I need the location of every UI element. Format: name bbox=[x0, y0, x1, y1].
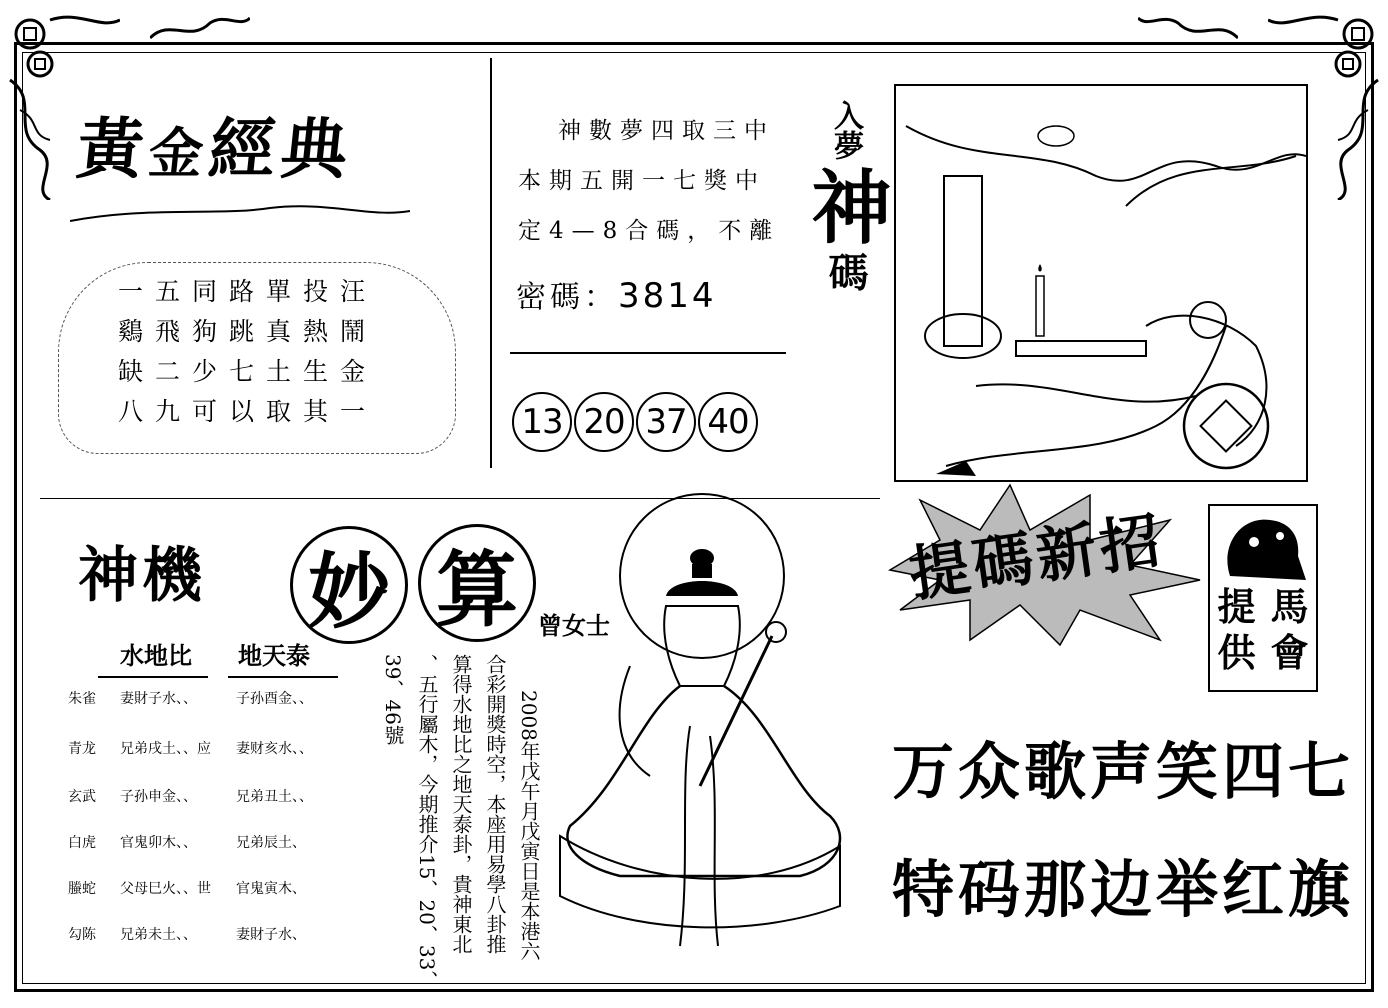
author: 曾女士 bbox=[538, 612, 610, 640]
hexagram-left: 水地比 bbox=[120, 642, 192, 670]
badge-char: 馬 bbox=[1270, 585, 1309, 629]
row-name: 白虎 bbox=[68, 835, 96, 851]
poem-line: 八九可以取其一 bbox=[118, 397, 378, 426]
dream-line: 定4—8合碼，不離 bbox=[518, 218, 781, 244]
row-name: 勾陈 bbox=[68, 927, 96, 943]
row-right: 妻財子水、 bbox=[236, 927, 306, 943]
divider bbox=[510, 352, 786, 354]
number-ball: 40 bbox=[698, 392, 758, 452]
hexagram-left-underline bbox=[98, 676, 208, 678]
row-right: 妻财亥水、、 bbox=[236, 741, 313, 757]
table-row bbox=[68, 924, 306, 944]
prediction-col: 、五行屬木，今期推介15、20、33、 bbox=[415, 654, 439, 991]
table-row bbox=[68, 688, 313, 708]
drunk-god-illustration bbox=[894, 84, 1308, 482]
row-name: 青龙 bbox=[68, 741, 96, 757]
vertical-end: 碼 bbox=[822, 251, 869, 292]
secret-label: 密碼： bbox=[516, 280, 618, 315]
poem bbox=[118, 272, 377, 432]
row-left: 官鬼卯木、、 bbox=[120, 835, 197, 851]
table-row bbox=[68, 738, 313, 758]
prediction-col: 合彩開獎時空，本座用易學八卦推 bbox=[483, 654, 507, 954]
tima-title: 提碼新招 bbox=[905, 505, 1169, 611]
badge-grid bbox=[1210, 584, 1316, 676]
miao-circle: 妙 bbox=[290, 526, 408, 644]
dream-line: 本期五開一七獎中 bbox=[518, 168, 766, 194]
prediction-col: 2008年戊午月戊寅日是本港六 bbox=[517, 690, 541, 961]
top-scroll-right-icon bbox=[1138, 8, 1238, 48]
dream-text bbox=[518, 106, 780, 256]
row-left: 父母巳火、、世 bbox=[120, 881, 211, 897]
table-row bbox=[68, 878, 306, 898]
suan-circle: 算 bbox=[418, 524, 536, 642]
hexagram-right: 地天泰 bbox=[238, 642, 310, 670]
row-right: 兄弟丑土、、 bbox=[236, 789, 313, 805]
poem-line: 一五同路單投汪 bbox=[118, 277, 378, 306]
row-right: 兄弟辰土、 bbox=[236, 835, 306, 851]
gold-classic-title bbox=[73, 96, 359, 191]
title-flourish-icon bbox=[70, 196, 410, 236]
number-ball: 37 bbox=[636, 392, 696, 452]
number-ball: 13 bbox=[512, 392, 572, 452]
title-char: 經 bbox=[205, 110, 286, 188]
poem-line: 缺二少七土生金 bbox=[118, 357, 378, 386]
number-ball: 20 bbox=[574, 392, 634, 452]
number-balls bbox=[512, 392, 758, 452]
badge-char: 會 bbox=[1270, 631, 1309, 675]
divine-title: 神機 bbox=[78, 541, 206, 611]
secret-value: 3814 bbox=[618, 276, 717, 316]
row-name: 玄武 bbox=[68, 789, 96, 805]
secret-code bbox=[516, 272, 717, 316]
title-char: 金 bbox=[145, 121, 213, 185]
dream-god-code-title bbox=[800, 100, 890, 291]
table-row bbox=[68, 832, 306, 852]
horse-head-icon bbox=[1210, 506, 1316, 586]
dream-line: 神數夢四取三中 bbox=[558, 118, 775, 144]
vertical-small: 入夢 bbox=[828, 100, 863, 160]
row-right: 子孙酉金、、 bbox=[236, 691, 313, 707]
badge-char: 提 bbox=[1217, 585, 1256, 629]
slogan-line-1: 万众歌声笑四七 bbox=[892, 735, 1355, 808]
top-scroll-left-icon bbox=[150, 8, 250, 48]
title-char: 典 bbox=[277, 110, 358, 188]
title-char: 黃 bbox=[73, 110, 154, 188]
row-left: 兄弟戌土、、应 bbox=[120, 741, 211, 757]
row-left: 兄弟未土、、 bbox=[120, 927, 197, 943]
row-left: 妻財子水、、 bbox=[120, 691, 197, 707]
row-name: 朱雀 bbox=[68, 691, 96, 707]
badge-char: 供 bbox=[1217, 631, 1256, 675]
row-left: 子孙申金、、 bbox=[120, 789, 197, 805]
goddess-illustration-icon bbox=[540, 486, 860, 966]
hexagram-right-underline bbox=[228, 676, 338, 678]
prediction-col: 算得水地比之地天泰卦，貴神東北 bbox=[449, 654, 473, 954]
row-right: 官鬼寅木、 bbox=[236, 881, 306, 897]
illustration-icon bbox=[896, 86, 1306, 480]
poem-line: 鷄飛狗跳真熱鬧 bbox=[118, 317, 378, 346]
table-row bbox=[68, 786, 313, 806]
row-name: 螣蛇 bbox=[68, 881, 96, 897]
slogan-line-2: 特码那边举红旗 bbox=[892, 853, 1355, 926]
vertical-big: 神 bbox=[798, 165, 892, 246]
prediction-col: 39、46號 bbox=[381, 654, 405, 745]
